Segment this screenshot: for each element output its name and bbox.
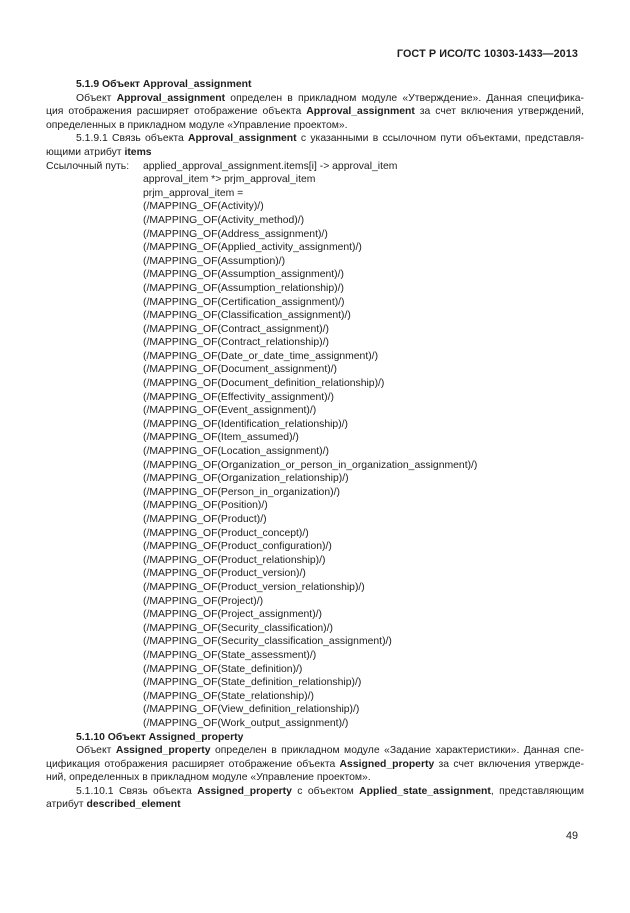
page-number: 49 [565,830,578,842]
paragraph-5-1-9 [46,92,584,133]
reference-path-line: (/MAPPING_OF(Activity_method)/) [143,214,305,226]
reference-path-line: (/MAPPING_OF(Applied_activity_assignment)/) [143,242,362,254]
reference-path-line: (/MAPPING_OF(Product_version)/) [143,568,306,580]
reference-path-line: (/MAPPING_OF(Person_in_organization)/) [143,486,340,498]
text-run: атрибут [46,799,87,811]
paragraph-line: определенных в прикладном модуле «Управление проектом». [46,119,348,131]
text-run: определен в прикладном модуле «Задание характеристики». Данная спе- [210,745,584,757]
reference-path-line: approval_item *> prjm_approval_item [143,174,316,186]
reference-path [46,160,584,731]
reference-path-line: (/MAPPING_OF(Date_or_date_time_assignment)/) [143,350,379,362]
section-heading-5-1-9: 5.1.9 Объект Approval_assignment [76,79,252,90]
paragraph-line [46,92,584,106]
reference-path-line: (/MAPPING_OF(Location_assignment)/) [143,446,329,458]
reference-path-line: (/MAPPING_OF(Product_relationship)/) [143,554,326,566]
paragraph-line [46,132,584,146]
paragraph-line [46,105,584,119]
reference-path-line: (/MAPPING_OF(Product_version_relationship)/) [143,581,365,593]
text-run: , представляющим [490,785,585,797]
text-run: за счет включения утвержде- [434,758,584,770]
reference-path-line: (/MAPPING_OF(Document_definition_relationship)/) [143,378,385,390]
text-run: с объектом [291,785,360,797]
text-run: определен в прикладном модуле «Утверждение». Данная специфика- [225,92,584,104]
text-run: 5.1.9.1 Связь объекта [76,133,189,145]
reference-path-line: prjm_approval_item = [143,187,244,199]
paragraph-line: ний, определенных в прикладном модуле «Управление проектом». [46,772,371,784]
reference-path-line: (/MAPPING_OF(Effectivity_assignment)/) [143,391,334,403]
reference-path-line: (/MAPPING_OF(State_assessment)/) [143,649,317,661]
reference-path-line: (/MAPPING_OF(Classification_assignment)/) [143,310,351,322]
reference-path-line: (/MAPPING_OF(Security_classification)/) [143,622,333,634]
paragraph-line [46,758,584,772]
reference-path-line: (/MAPPING_OF(Identification_relationship)/) [143,418,349,430]
paragraph-5-1-10-1 [46,785,584,812]
reference-path-line: (/MAPPING_OF(Contract_assignment)/) [143,323,329,335]
reference-path-line: (/MAPPING_OF(Product_configuration)/) [143,541,332,553]
text-run: с указанными в ссылочном пути объектами, представля- [296,133,584,145]
reference-path-line: (/MAPPING_OF(Document_assignment)/) [143,364,338,376]
paragraph-line [46,146,584,160]
paragraph-5-1-10 [46,744,584,785]
reference-path-line: (/MAPPING_OF(Project_assignment)/) [143,609,322,621]
reference-path-line: (/MAPPING_OF(Organization_relationship)/) [143,473,349,485]
section-heading-5-1-10: 5.1.10 Объект Assigned_property [76,731,244,743]
reference-path-line: (/MAPPING_OF(Assumption_relationship)/) [143,282,344,294]
entity-name: Approval_assignment [306,106,415,118]
entity-name: Assigned_property [197,785,292,797]
reference-path-line: (/MAPPING_OF(Assumption)/) [143,255,286,267]
reference-path-lines [46,173,584,730]
reference-path-line: (/MAPPING_OF(Item_assumed)/) [143,432,299,444]
reference-path-line: (/MAPPING_OF(Work_output_assignment)/) [143,717,349,729]
reference-path-line: (/MAPPING_OF(Position)/) [143,500,268,512]
reference-path-line: (/MAPPING_OF(Security_classification_assignment)/) [143,636,392,648]
reference-path-line: (/MAPPING_OF(State_definition_relationship)/) [143,677,362,689]
reference-path-line: (/MAPPING_OF(Product)/) [143,514,267,525]
text-run: 5.1.10.1 Связь объекта [76,785,198,797]
reference-path-line: (/MAPPING_OF(Certification_assignment)/) [143,296,345,308]
document-header: ГОСТ Р ИСО/ТС 10303-1433—2013 [396,48,578,60]
reference-path-line: applied_approval_assignment.items[i] -> approval_item [143,160,398,172]
reference-path-line: (/MAPPING_OF(Event_assignment)/) [143,405,317,417]
reference-path-line: (/MAPPING_OF(Activity)/) [143,201,264,213]
reference-path-line: (/MAPPING_OF(State_relationship)/) [143,690,314,702]
reference-path-line: (/MAPPING_OF(Contract_relationship)/) [143,337,329,349]
reference-path-line: (/MAPPING_OF(View_definition_relationship)/) [143,704,360,716]
entity-name: Assigned_property [115,745,211,757]
attribute-name: described_element [86,799,181,811]
page-content [46,78,584,812]
text-run: за счет включения утверждений, [414,106,584,118]
entity-name: Approval_assignment [116,92,226,104]
reference-path-line: (/MAPPING_OF(Project)/) [143,595,264,607]
entity-name: Approval_assignment [188,133,297,145]
reference-path-line: (/MAPPING_OF(State_definition)/) [143,663,303,675]
text-run: ция отображения расширяет отображение объекта [46,106,307,118]
paragraph-line [46,785,584,799]
text-run: Объект [76,92,117,104]
reference-path-line: (/MAPPING_OF(Address_assignment)/) [143,228,328,240]
reference-path-first-row [46,160,584,174]
text-run: цификация отображения расширяет отображение объекта [46,758,340,770]
entity-name: Applied_state_assignment [359,785,491,797]
reference-path-line: (/MAPPING_OF(Product_concept)/) [143,527,309,539]
paragraph-5-1-9-1 [46,132,584,159]
entity-name: Assigned_property [339,758,435,770]
paragraph-line [46,798,584,812]
text-run: ющими атрибут [46,146,125,158]
reference-path-line: (/MAPPING_OF(Organization_or_person_in_organization_assignment)/) [143,459,478,471]
paragraph-line [46,744,584,758]
reference-path-line: (/MAPPING_OF(Assumption_assignment)/) [143,269,344,281]
reference-path-label: Ссылочный путь: [46,160,130,172]
text-run: Объект [76,745,116,757]
attribute-name: items [124,146,152,158]
